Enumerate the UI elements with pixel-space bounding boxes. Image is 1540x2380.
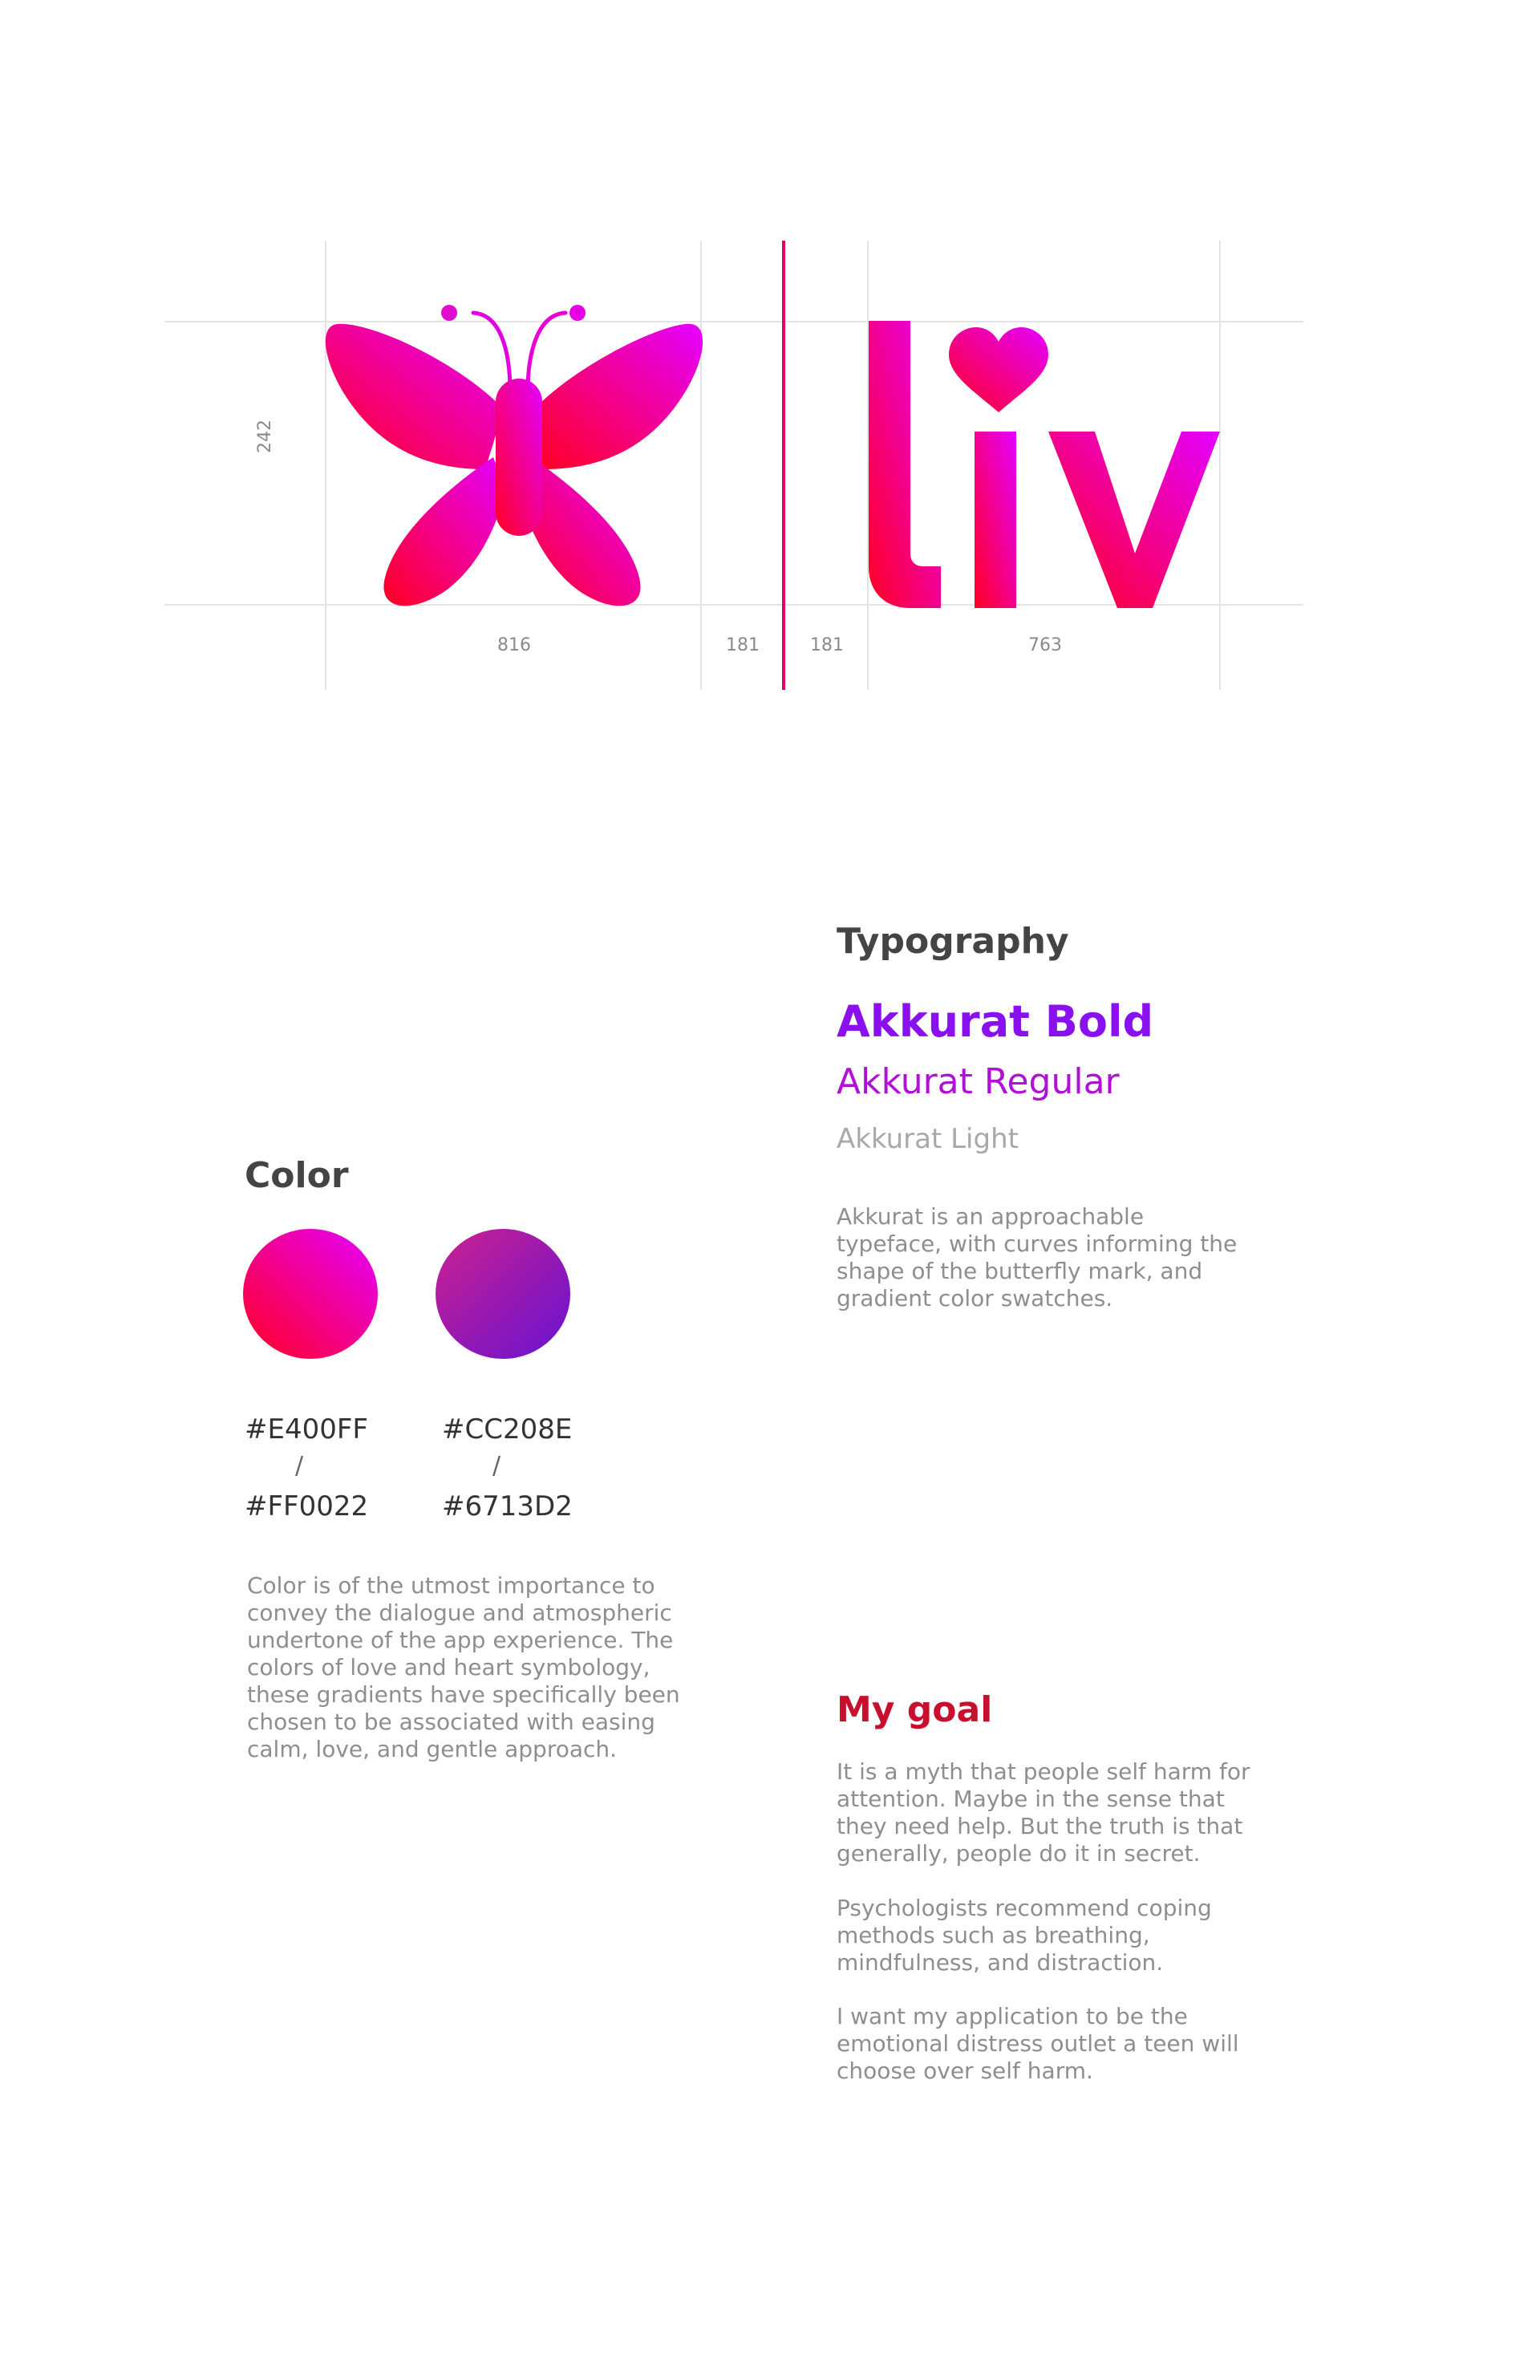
goal-title: My goal bbox=[837, 1689, 993, 1730]
dim-gap-left-label: 181 bbox=[726, 635, 760, 655]
swatch-purple-circle bbox=[435, 1227, 571, 1360]
typeface-bold-sample: Akkurat Bold bbox=[837, 996, 1154, 1047]
goal-paragraph-2: Psychologists recommend coping methods such as breathing, mindfulness, and distraction. bbox=[837, 1895, 1212, 1976]
swatch-2-from: #CC208E bbox=[442, 1413, 573, 1445]
swatch-1-to: #FF0022 bbox=[245, 1490, 369, 1522]
goal-paragraph-3: I want my application to be the emotional distress outlet a teen will choose over self harm. bbox=[837, 2003, 1239, 2084]
swatch-2-separator: / bbox=[492, 1452, 501, 1480]
typeface-light-sample: Akkurat Light bbox=[837, 1123, 1019, 1155]
center-divider bbox=[782, 241, 785, 690]
swatch-1-from: #E400FF bbox=[245, 1413, 368, 1445]
color-title: Color bbox=[245, 1155, 349, 1196]
swatch-1-separator: / bbox=[295, 1452, 304, 1480]
dim-height-label: 242 bbox=[255, 420, 275, 453]
dim-mark-width-label: 816 bbox=[497, 635, 531, 655]
swatch-pink-circle bbox=[242, 1227, 379, 1360]
butterfly-logo-icon bbox=[321, 297, 706, 610]
liv-wordmark bbox=[862, 313, 1231, 610]
typography-description: Akkurat is an approachable typeface, with curves informing the shape of the butterfly mark, and gradient color swatches. bbox=[837, 1203, 1238, 1312]
typeface-regular-sample: Akkurat Regular bbox=[837, 1061, 1120, 1102]
dim-gap-right-label: 181 bbox=[810, 635, 844, 655]
goal-paragraph-1: It is a myth that people self harm for attention. Maybe in the sense that they need help. But the truth is that generally, people do it in secret. bbox=[837, 1758, 1250, 1867]
swatch-2-to: #6713D2 bbox=[442, 1490, 573, 1522]
typography-title: Typography bbox=[837, 921, 1069, 962]
dim-wordmark-width-label: 763 bbox=[1028, 635, 1062, 655]
color-description: Color is of the utmost importance to convey the dialogue and atmospheric undertone of the app experience. The colors of love and heart symbology, these gradients have specifically been chosen to be associated with easing calm, love, and gentle approach. bbox=[247, 1572, 680, 1762]
